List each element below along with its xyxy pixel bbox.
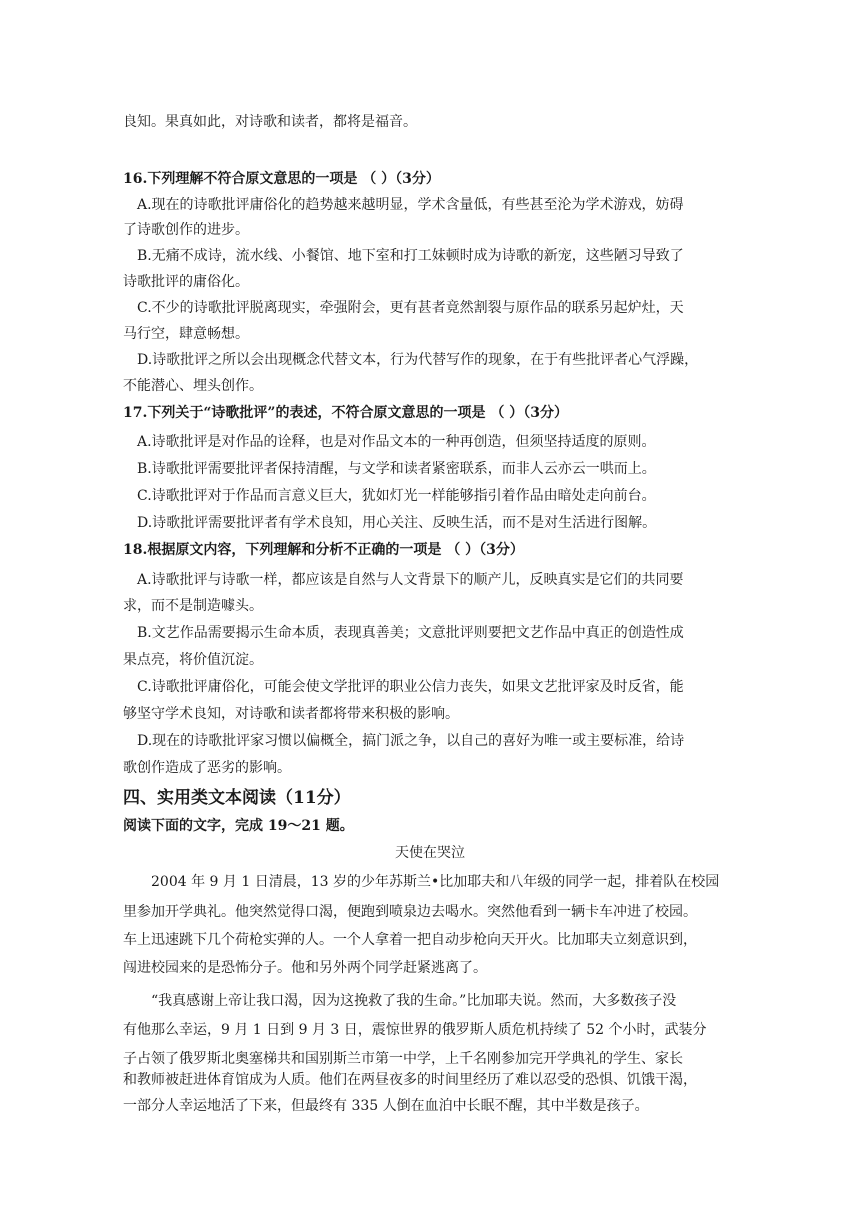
intro-tail: 良知。果真如此，对诗歌和读者，都将是福音。 <box>123 114 417 130</box>
q17-stem: 17.下列关于“诗歌批评”的表述，不符合原文意思的一项是 （ ）（3分） <box>123 405 568 421</box>
q16-option-d-line1: D.诗歌批评之所以会出现概念代替文本，行为代替写作的现象，在于有些批评者心气浮躁， <box>137 352 699 368</box>
article-p2-line5: 一部分人幸运地活了下来，但最终有 335 人倒在血泊中长眠不醒，其中半数是孩子。 <box>123 1098 649 1114</box>
q17-option-c: C.诗歌批评对于作品而言意义巨大，犹如灯光一样能够指引着作品由暗处走向前台。 <box>137 488 656 504</box>
article-p1-line2: 里参加开学典礼。他突然觉得口渴，便跑到喷泉边去喝水。突然他看到一辆卡车冲进了校园。 <box>123 904 697 920</box>
q16-stem: 16.下列理解不符合原文意思的一项是 （ ）（3分） <box>123 171 440 187</box>
q18-option-b-line1: B.文艺作品需要揭示生命本质，表现真善美；文意批评则要把文艺作品中真正的创造性成 <box>137 625 684 641</box>
q18-option-a-line2: 求，而不是制造噱头。 <box>123 598 263 614</box>
article-p2-line2: 有他那么幸运，9 月 1 日到 9 月 3 日，震惊世界的俄罗斯人质危机持续了 52 个小时，武装分 <box>123 1022 707 1038</box>
q16-option-b-line1: B.无痛不成诗，流水线、小餐馆、地下室和打工妹顿时成为诗歌的新宠，这些陋习导致了 <box>137 248 684 264</box>
q18-option-c-line2: 够坚守学术良知，对诗歌和读者都将带来积极的影响。 <box>123 706 459 722</box>
article-p2-line3: 子占领了俄罗斯北奥塞梯共和国别斯兰市第一中学，上千名刚参加完开学典礼的学生、家长 <box>123 1051 683 1067</box>
section-instruction: 阅读下面的文字，完成 19～21 题。 <box>123 818 354 834</box>
q17-option-b: B.诗歌批评需要批评者保持清醒，与文学和读者紧密联系，而非人云亦云一哄而上。 <box>137 461 656 477</box>
article-p2-line1: “我真感谢上帝让我口渴，因为这挽救了我的生命。”比加耶夫说。然而，大多数孩子没 <box>151 993 677 1009</box>
q16-option-b-line2: 诗歌批评的庸俗化。 <box>123 274 249 290</box>
q18-option-b-line2: 果点亮，将价值沉淀。 <box>123 652 263 668</box>
article-p1-line1: 2004 年 9 月 1 日清晨，13 岁的少年苏斯兰•比加耶夫和八年级的同学一起，排着队在校园 <box>151 874 720 890</box>
article-p2-line4: 和教师被赶进体育馆成为人质。他们在两昼夜多的时间里经历了难以忍受的恐惧、饥饿干渴， <box>123 1072 697 1088</box>
q16-option-a-line1: A.现在的诗歌批评庸俗化的趋势越来越明显，学术含量低，有些甚至沦为学术游戏，妨碍 <box>137 197 684 213</box>
article-title: 天使在哭泣 <box>395 845 465 861</box>
q18-option-a-line1: A.诗歌批评与诗歌一样，都应该是自然与人文背景下的顺产儿，反映真实是它们的共同要 <box>137 572 684 588</box>
q18-option-c-line1: C.诗歌批评庸俗化，可能会使文学批评的职业公信力丧失，如果文艺批评家及时反省，能 <box>137 679 684 695</box>
q17-option-a: A.诗歌批评是对作品的诠释，也是对作品文本的一种再创造，但须坚持适度的原则。 <box>137 434 656 450</box>
q16-option-a-line2: 了诗歌创作的进步。 <box>123 222 249 238</box>
q16-option-d-line2: 不能潜心、埋头创作。 <box>123 378 263 394</box>
q16-option-c-line2: 马行空，肆意畅想。 <box>123 326 249 342</box>
section-heading: 四、实用类文本阅读（11分） <box>123 788 351 808</box>
q18-stem: 18.根据原文内容，下列理解和分析不正确的一项是 （ ）（3分） <box>123 542 524 558</box>
q17-option-d: D.诗歌批评需要批评者有学术良知，用心关注、反映生活，而不是对生活进行图解。 <box>137 515 657 531</box>
article-p1-line4: 闯进校园来的是恐怖分子。他和另外两个同学赶紧逃离了。 <box>123 960 487 976</box>
article-p1-line3: 车上迅速跳下几个荷枪实弹的人。一个人拿着一把自动步枪向天开火。比加耶夫立刻意识到， <box>123 932 697 948</box>
q18-option-d-line1: D.现在的诗歌批评家习惯以偏概全，搞门派之争，以自己的喜好为唯一或主要标准，给诗 <box>137 733 685 749</box>
q16-option-c-line1: C.不少的诗歌批评脱离现实，牵强附会，更有甚者竟然割裂与原作品的联系另起炉灶，天 <box>137 300 684 316</box>
q18-option-d-line2: 歌创作造成了恶劣的影响。 <box>123 760 291 776</box>
